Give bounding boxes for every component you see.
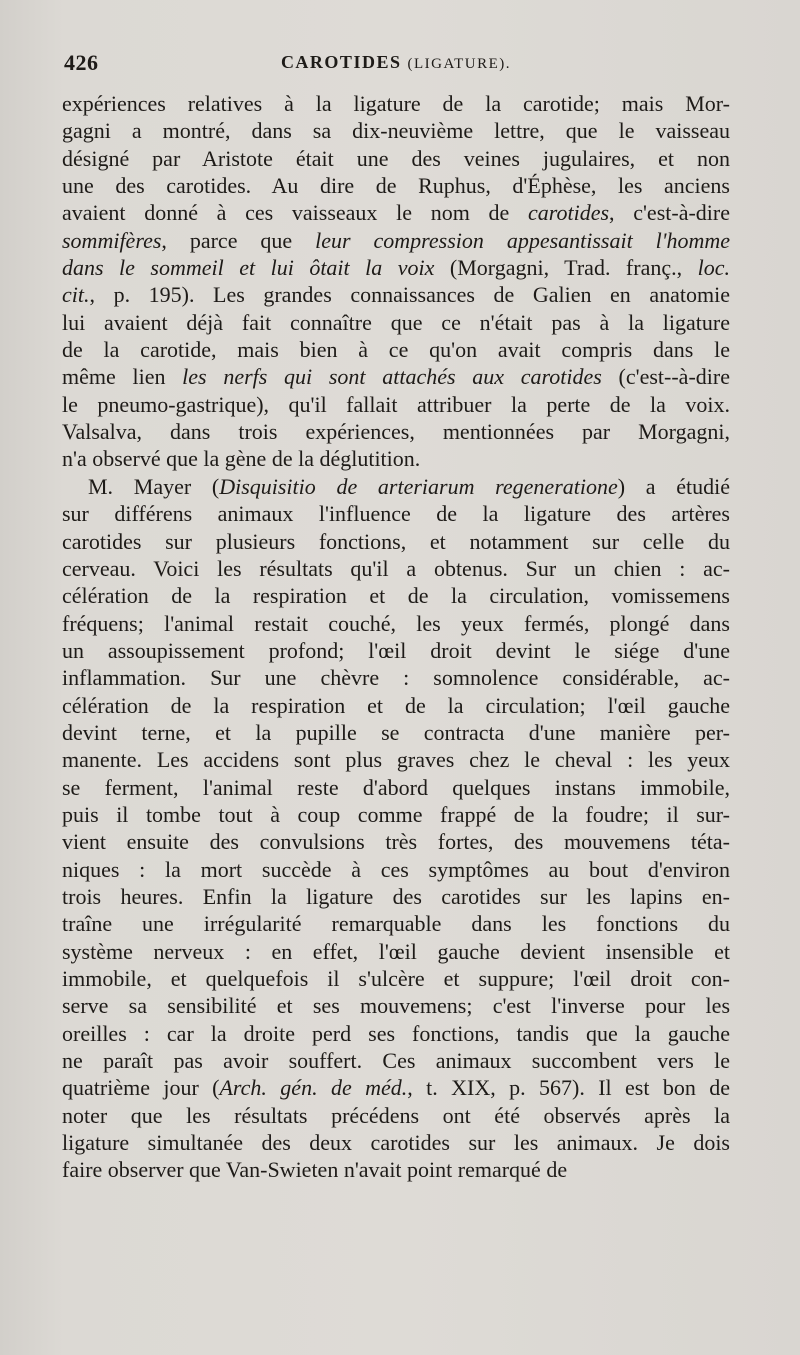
text-segment: gagni a montré, dans sa dix-neuvième lettre, que le vaisseau: [62, 118, 730, 144]
text-segment: n'a observé que la gène de la déglutition.: [62, 446, 421, 472]
text-segment: les nerfs qui sont attachés aux carotides: [182, 364, 602, 390]
text-segment: (c'est--à-dire: [601, 364, 730, 390]
text-segment: traîne une irrégularité remarquable dans les fonctions du: [62, 911, 730, 937]
text-segment: expériences relatives à la ligature de la carotide; mais Mor-: [62, 91, 730, 116]
text-segment: oreilles : car la droite perd ses fonctions, tandis que la gauche: [62, 1020, 730, 1046]
text-line: [62, 336, 730, 363]
text-line: [62, 801, 730, 828]
text-segment: cerveau. Voici les résultats qu'il a obtenus. Sur un chien : ac-: [62, 555, 730, 581]
text-segment: le pneumo-gastrique), qu'il fallait attribuer la perte de la voix.: [62, 391, 730, 417]
running-head-title: CAROTIDES: [280, 52, 402, 72]
text-segment: ne paraît pas avoir souffert. Ces animaux succombent vers le: [62, 1048, 730, 1074]
text-segment: puis il tombe tout à coup comme frappé de la foudre; il sur-: [62, 801, 730, 827]
text-line: [62, 828, 730, 855]
text-segment: inflammation. Sur une chèvre : somnolence considérable, ac-: [62, 665, 730, 691]
text-line: [62, 227, 730, 254]
page-number: 426: [64, 50, 99, 75]
text-line: [62, 90, 730, 117]
text-segment: célération de la respiration et de la circulation, vomissemens: [62, 583, 730, 609]
text-segment: carotides: [527, 200, 610, 226]
text-segment: manente. Les accidens sont plus graves chez le cheval : les yeux: [62, 747, 730, 773]
text-line: [62, 965, 730, 992]
text-line: [62, 992, 730, 1019]
text-segment: système nerveux : en effet, l'œil gauche devient insensible et: [62, 938, 730, 964]
text-segment: trois heures. Enfin la ligature des carotides sur les lapins en-: [62, 883, 730, 909]
text-line: [62, 391, 730, 418]
text-line: [62, 637, 730, 664]
text-line: [62, 938, 730, 965]
text-segment: avaient donné à ces vaisseaux le nom de: [62, 200, 528, 226]
text-segment: , t. XIX, p. 567). Il est bon de: [407, 1075, 730, 1101]
text-line: [62, 664, 730, 691]
text-segment: Disquisitio de arteriarum regeneratione: [219, 473, 618, 499]
text-segment: Arch. gén. de méd.: [219, 1075, 408, 1101]
text-line: [62, 117, 730, 144]
text-segment: M. Mayer (: [88, 473, 220, 499]
text-line: [62, 719, 730, 746]
text-segment: immobile, et quelquefois il s'ulcère et suppure; l'œil droit con-: [62, 966, 730, 991]
text-line: [62, 172, 730, 199]
text-segment: même lien: [62, 364, 183, 390]
text-segment: se ferment, l'animal reste d'abord quelques instans immobile,: [62, 774, 730, 800]
text-line: [62, 445, 730, 472]
text-segment: leur compression appesantissait l'homme: [315, 227, 731, 253]
text-line: [62, 363, 730, 390]
text-line: [62, 1129, 730, 1156]
text-segment: noter que les résultats précédens ont été observés après la: [62, 1102, 730, 1128]
text-segment: vient ensuite des convulsions très fortes, des mouvemens téta-: [62, 829, 730, 855]
text-segment: cit.: [62, 282, 90, 308]
text-segment: une des carotides. Au dire de Ruphus, d'Éphèse, les anciens: [62, 173, 730, 199]
text-line: [62, 1102, 730, 1129]
text-line: [62, 309, 730, 336]
text-line: [62, 1020, 730, 1047]
page-header: [62, 50, 730, 84]
text-segment: désigné par Aristote était une des veines jugulaires, et non: [62, 145, 730, 171]
text-segment: (Morgagni, Trad. franç.,: [434, 255, 698, 281]
text-segment: ) a étudié: [617, 473, 730, 499]
text-line: [62, 1156, 730, 1183]
text-segment: serve sa sensibilité et ses mouvemens; c'est l'inverse pour les: [62, 993, 730, 1019]
text-line: [62, 528, 730, 555]
text-segment: un assoupissement profond; l'œil droit devint le siége d'une: [62, 637, 730, 663]
text-segment: dans le sommeil et lui ôtait la voix: [62, 255, 435, 281]
text-line: [62, 254, 730, 281]
text-segment: Valsalva, dans trois expériences, mentionnées par Morgagni,: [62, 419, 730, 445]
text-segment: faire observer que Van-Swieten n'avait point remarqué de: [62, 1157, 568, 1183]
text-line: [62, 910, 730, 937]
text-line: [62, 746, 730, 773]
text-line: [62, 145, 730, 172]
running-head-subtitle: (LIGATURE).: [407, 56, 512, 72]
text-line: [62, 199, 730, 226]
text-line: [62, 473, 730, 500]
text-segment: , p. 195). Les grandes connaissances de Galien en anatomie: [89, 282, 730, 308]
text-line: [62, 582, 730, 609]
running-head: [62, 52, 730, 73]
text-segment: loc.: [697, 255, 730, 281]
text-line: [62, 610, 730, 637]
text-segment: niques : la mort succède à ces symptômes au bout d'environ: [62, 856, 730, 882]
text-segment: , c'est-à-dire: [609, 200, 730, 226]
text-segment: lui avaient déjà fait connaître que ce n'était pas à la ligature: [62, 309, 730, 335]
text-segment: quatrième jour (: [62, 1075, 220, 1101]
text-line: [62, 418, 730, 445]
text-segment: fréquens; l'animal restait couché, les yeux fermés, plongé dans: [62, 610, 730, 636]
text-segment: sur différens animaux l'influence de la ligature des artères: [62, 501, 730, 527]
text-line: [62, 555, 730, 582]
text-segment: carotides sur plusieurs fonctions, et notamment sur celle du: [62, 528, 730, 554]
text-segment: devint terne, et la pupille se contracta d'une manière per-: [62, 719, 730, 745]
text-segment: de la carotide, mais bien à ce qu'on avait compris dans le: [62, 337, 730, 363]
text-line: [62, 883, 730, 910]
body-text: [62, 90, 730, 1184]
text-line: [62, 281, 730, 308]
text-line: [62, 500, 730, 527]
text-line: [62, 692, 730, 719]
text-line: [62, 856, 730, 883]
text-segment: ligature simultanée des deux carotides sur les animaux. Je dois: [62, 1130, 730, 1156]
text-line: [62, 1074, 730, 1101]
text-segment: sommifères: [62, 227, 162, 253]
text-line: [62, 774, 730, 801]
text-segment: , parce que: [161, 227, 316, 253]
text-line: [62, 1047, 730, 1074]
text-segment: célération de la respiration et de la circulation; l'œil gauche: [62, 692, 730, 718]
